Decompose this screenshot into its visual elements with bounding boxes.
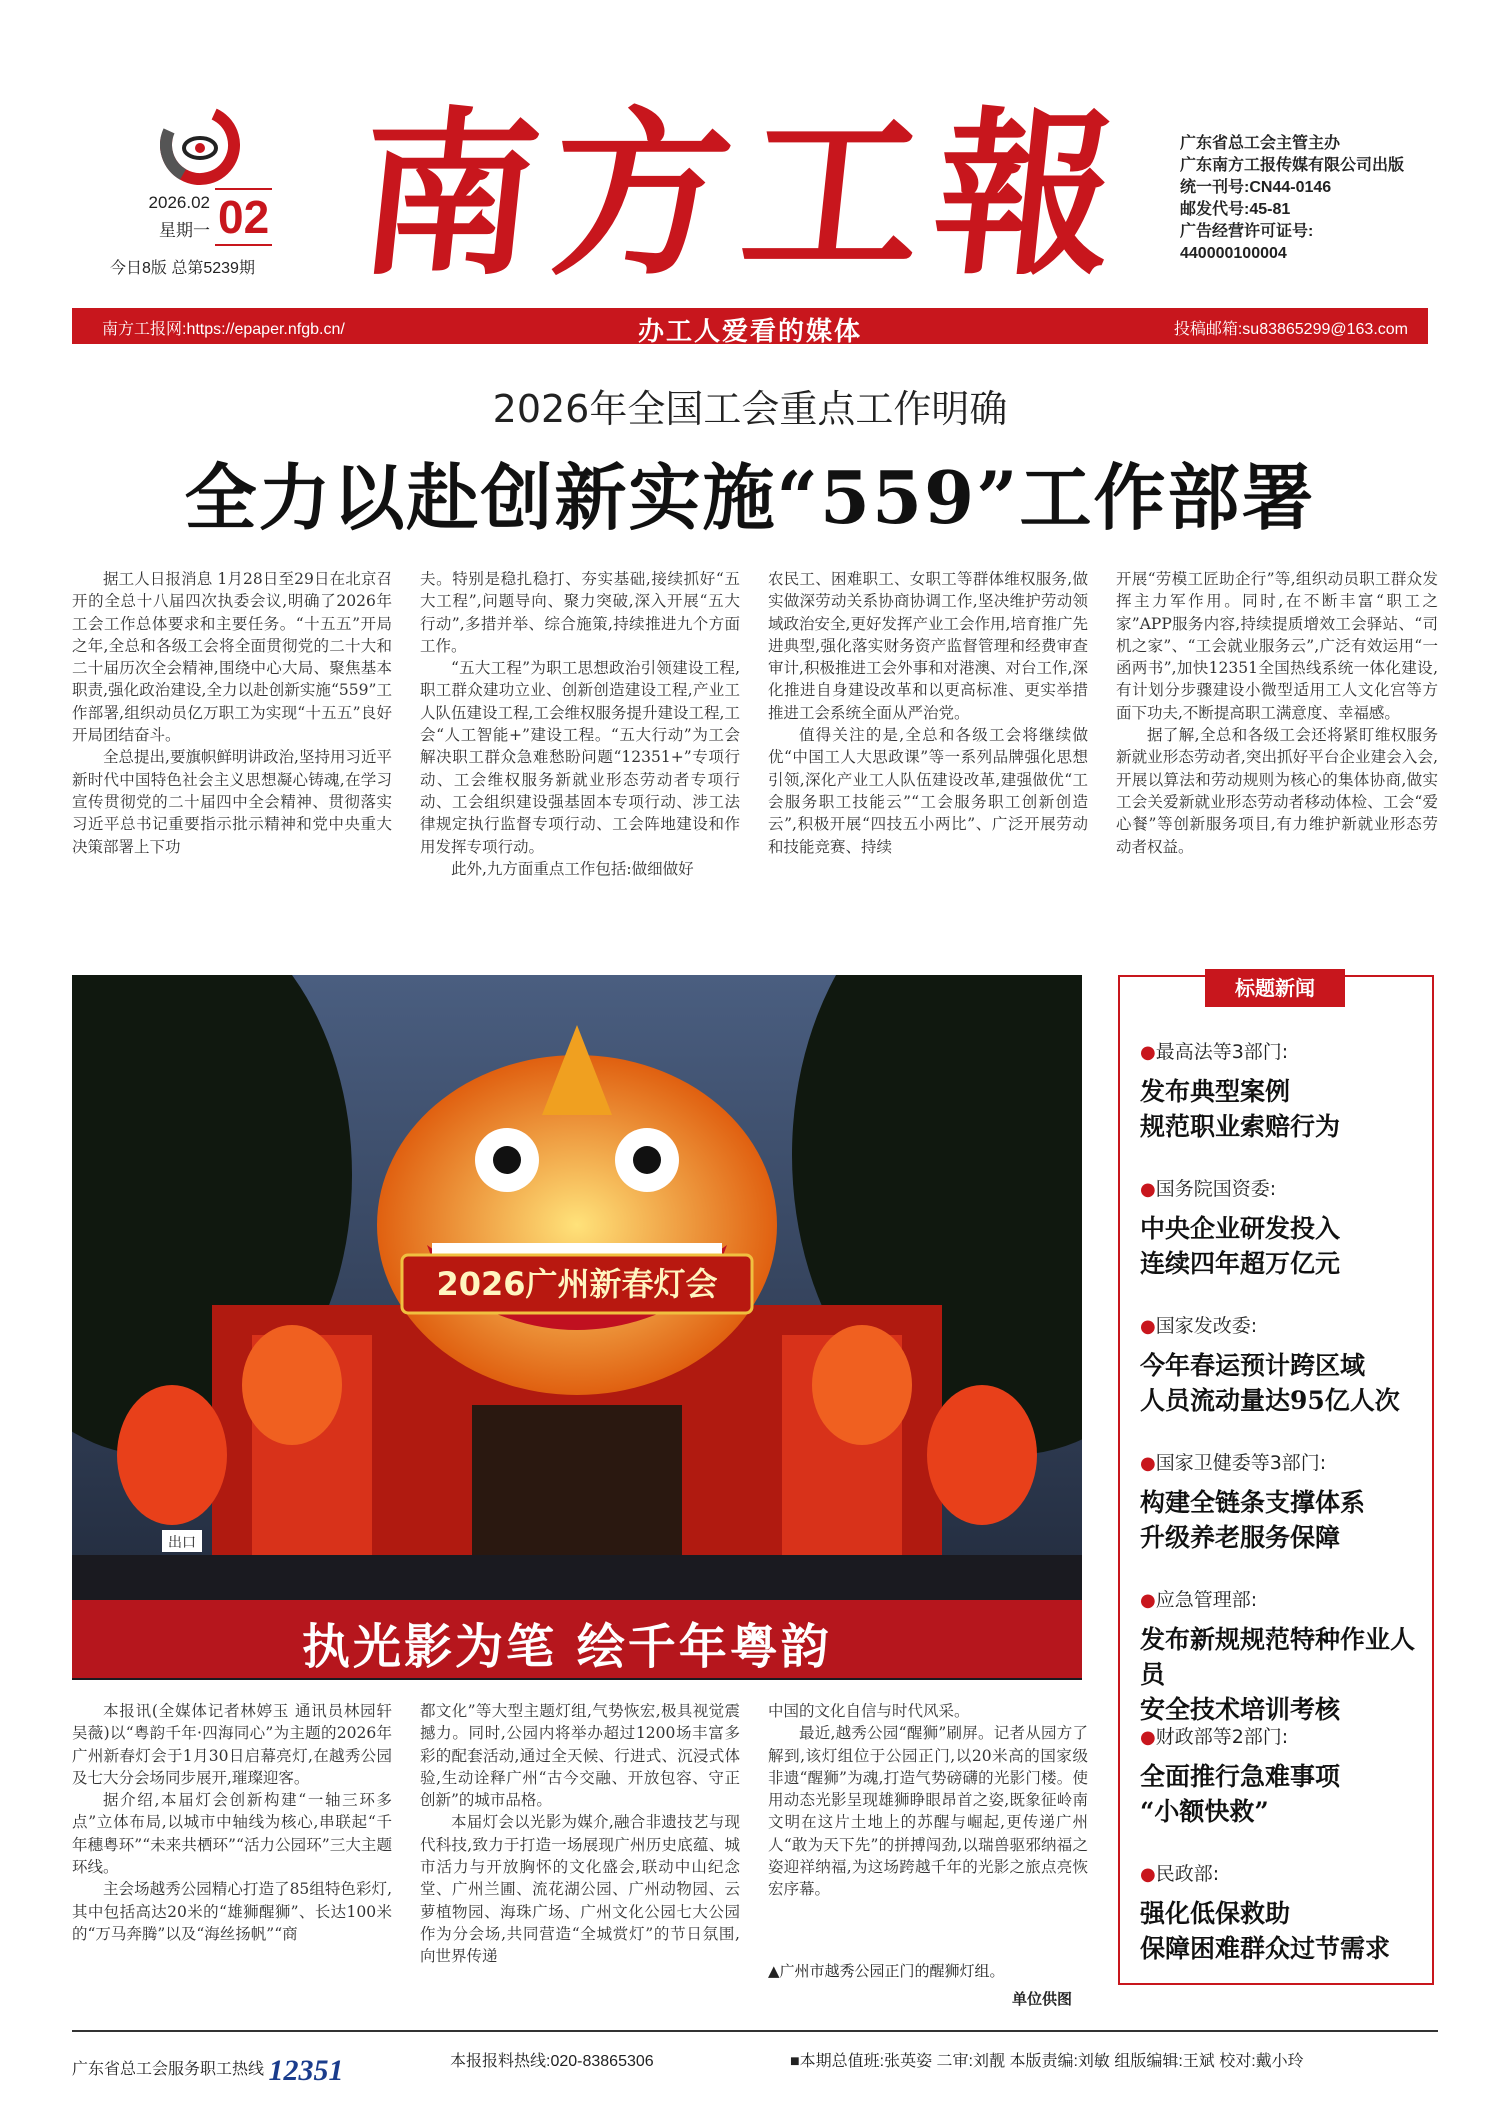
hotline-number[interactable]: 12351 — [268, 2054, 344, 2087]
publisher-line: 广东南方工报传媒有限公司出版 — [1180, 157, 1405, 174]
date-box — [110, 190, 280, 250]
paragraph: 全总提出,要旗帜鲜明讲政治,坚持用习近平新时代中国特色社会主义思想凝心铸魂,在学习宣传贯彻党的二十届四中全会精神、贯彻落实习近平总书记重要指示批示精神和党中央重大决策部署上下功 — [72, 748, 392, 856]
sidebar-source — [1140, 1037, 1430, 1064]
sidebar-headline — [1140, 1622, 1430, 1727]
lead-column-2 — [420, 568, 740, 880]
issue-date: 2026.02 — [148, 193, 210, 212]
sidebar-headline-line: 安全技术培训考核 — [1140, 1695, 1341, 1724]
paragraph: 此外,九方面重点工作包括:做细做好 — [451, 859, 694, 878]
sidebar-headline — [1140, 1348, 1430, 1418]
sidebar-headline-line: 强化低保救助 — [1140, 1899, 1291, 1928]
sidebar-headline-line: 发布典型案例 — [1140, 1077, 1291, 1106]
sidebar-headline — [1140, 1211, 1430, 1281]
paragraph: 中国的文化自信与时代风采。 — [768, 1702, 970, 1720]
sidebar-news-item[interactable] — [1140, 1585, 1430, 1727]
sidebar-news-item[interactable] — [1140, 1174, 1430, 1281]
publisher-line: 广东省总工会主管主办 — [1180, 135, 1341, 152]
publisher-line: 广告经营许可证号: — [1180, 223, 1314, 240]
sidebar-headline-line: “小额快救” — [1140, 1797, 1269, 1826]
paragraph: 据介绍,本届灯会创新构建“一轴三环多点”立体布局,以城市中轴线为核心,串联起“千年穗粤环”“未来共栖环”“活力公园环”三大主题环线。 — [72, 1791, 392, 1877]
email-link[interactable]: 投稿邮箱:su83865299@163.com — [1173, 321, 1408, 338]
header-bar — [72, 308, 1428, 347]
headline-news-sidebar — [1118, 975, 1434, 1985]
paragraph: 据了解,全总和各级工会还将紧盯维权服务新就业形态劳动者,突出抓好平台企业建会入会,开展以算法和劳动规则为核心的集体协商,做实工会关爱新就业形态劳动者移动体检、工会“爱心餐”等创新服务项目,有力维护新就业形态劳动者权益。 — [1116, 726, 1438, 856]
edition-info: 今日8版 总第5239期 — [110, 260, 255, 277]
sidebar-tag: 标题新闻 — [1205, 969, 1345, 1007]
lantern-sign: 2026广州新春灯会 — [436, 1265, 718, 1303]
paragraph: 本届灯会以光影为媒介,融合非遗技艺与现代科技,致力于打造一场展现广州历史底蕴、城市活力与开放胸怀的文化盛会,联动中山纪念堂、广州兰圃、流花湖公园、广州动物园、云萝植物园、海珠广场、广州文化公园七大公园作为分会场,共同营造“全城赏灯”的节日氛围,向世界传递 — [420, 1813, 740, 1966]
paragraph: 最近,越秀公园“醒狮”刷屏。记者从园方了解到,该灯组位于公园正门,以20米高的国家级非遗“醒狮”为魂,打造气势磅礴的光影门楼。使用动态光影呈现雄狮睁眼昂首之姿,既象征岭南文明在这片土地上的苏醒与崛起,更传递广州人“敢为天下先”的拼搏闯劲,以瑞兽驱邪纳福之姿迎祥纳福,为这场跨越千年的光影之旅点亮恢宏序幕。 — [768, 1724, 1088, 1899]
sidebar-news-item[interactable] — [1140, 1859, 1430, 1966]
lead-headline: 全力以赴创新实施“559”工作部署 — [184, 455, 1316, 540]
photo-headline-bar — [72, 1600, 1082, 1678]
sidebar-headline-line: 人员流动量达95亿人次 — [1140, 1386, 1400, 1415]
paragraph: 值得关注的是,全总和各级工会将继续做优“中国工人大思政课”等一系列品牌强化思想引领,深化产业工人队伍建设改革,建强做优“工会服务职工技能云”“工会服务职工创新创造云”,积极开展“四技五小两比”、广泛开展劳动和技能竞赛、持续 — [768, 726, 1088, 856]
sidebar-source-text: 国务院国资委: — [1155, 1178, 1277, 1200]
issue-weekday: 星期一 — [159, 221, 210, 240]
issue-day: 02 — [215, 188, 272, 246]
sidebar-headline-line: 构建全链条支撑体系 — [1140, 1488, 1366, 1517]
sidebar-news-item[interactable] — [1140, 1448, 1430, 1555]
sidebar-source — [1140, 1859, 1430, 1886]
lead-column-1 — [72, 568, 392, 858]
sidebar-source-text: 应急管理部: — [1155, 1589, 1258, 1611]
footer-divider — [72, 2030, 1438, 2032]
paragraph: 主会场越秀公园精心打造了85组特色彩灯,其中包括高达20米的“雄狮醒狮”、长达100米的“万马奔腾”以及“海丝扬帆”“商 — [72, 1880, 392, 1943]
sidebar-headline-line: 中央企业研发投入 — [1140, 1214, 1341, 1243]
story2-column-3 — [768, 1700, 1088, 1901]
bullet-icon: ● — [1140, 1179, 1156, 1200]
sidebar-news-item[interactable] — [1140, 1311, 1430, 1418]
publisher-line: 统一刊号:CN44-0146 — [1180, 179, 1332, 196]
newspaper-logo-icon — [160, 100, 240, 190]
sidebar-source-text: 民政部: — [1155, 1863, 1220, 1885]
sidebar-source — [1140, 1585, 1430, 1612]
bullet-icon: ● — [1140, 1590, 1156, 1611]
sidebar-source — [1140, 1448, 1430, 1475]
sidebar-news-item[interactable] — [1140, 1037, 1430, 1144]
exit-sign: 出口 — [168, 1535, 196, 1551]
sidebar-headline-line: 规范职业索赔行为 — [1140, 1112, 1341, 1141]
lead-column-3 — [768, 568, 1088, 858]
sidebar-news-item[interactable] — [1140, 1722, 1430, 1829]
paragraph: 农民工、困难职工、女职工等群体维权服务,做实做深劳动关系协商协调工作,坚决维护劳动领域政治安全,更好发挥产业工会作用,培育推广先进典型,强化落实财务资产监督管理和经费审查审计,积极推进工会外事和对港澳、对台工作,深化推进自身建设改革和以更高标准、更实举措推进工会系统全面从严治党。 — [768, 570, 1088, 722]
sidebar-source-text: 财政部等2部门: — [1155, 1726, 1289, 1748]
paragraph: 开展“劳模工匠助企行”等,组织动员职工群众发挥主力军作用。同时,在不断丰富“职工之家”APP服务内容,持续提质增效工会驿站、“司机之家”、“工会就业服务云”,广泛有效运用“一函两书”,加快12351全国热线系统一体化建设,有计划分步骤建设小微型适用工人文化宫等方面下功夫,不断提高职工满意度、幸福感。 — [1116, 570, 1438, 722]
lead-column-4 — [1116, 568, 1438, 858]
lantern-photo — [72, 975, 1082, 1680]
paragraph: 夫。特别是稳扎稳打、夯实基础,接续抓好“五大工程”,问题导向、聚力突破,深入开展“五大行动”,多措并举、综合施策,持续推进九个方面工作。 — [420, 570, 740, 655]
sidebar-headline-line: 连续四年超万亿元 — [1140, 1249, 1341, 1278]
sidebar-source — [1140, 1722, 1430, 1749]
sidebar-source-text: 国家卫健委等3部门: — [1155, 1452, 1327, 1474]
masthead-title: 南方工報 — [349, 90, 1140, 299]
paragraph: 本报讯(全媒体记者林婷玉 通讯员林园轩 吴薇)以“粤韵千年·四海同心”为主题的2026年广州新春灯会于1月30日启幕亮灯,在越秀公园及七大分会场同步展开,璀璨迎客。 — [72, 1702, 392, 1787]
bullet-icon: ● — [1140, 1042, 1156, 1063]
sidebar-source — [1140, 1311, 1430, 1338]
slogan: 办工人爱看的媒体 — [637, 317, 862, 347]
story2-column-1 — [72, 1700, 392, 1945]
paragraph: 都文化”等大型主题灯组,气势恢宏,极具视觉震撼力。同时,公园内将举办超过1200场丰富多彩的配套活动,通过全天候、行进式、沉浸式体验,生动诠释广州“古今交融、开放包容、守正创新”的城市品格。 — [420, 1702, 740, 1810]
sidebar-source-text: 国家发改委: — [1155, 1315, 1258, 1337]
sidebar-source-text: 最高法等3部门: — [1155, 1041, 1289, 1063]
report-hotline: 本报报料热线:020-83865306 — [450, 2053, 654, 2070]
bullet-icon: ● — [1140, 1316, 1156, 1337]
paragraph: 据工人日报消息 1月28日至29日在北京召开的全总十八届四次执委会议,明确了2026年工会工作总体要求和主要任务。“十五五”开局之年,全总和各级工会将全面贯彻党的二十大和二十届历次全会精神,围绕中心大局、聚焦基本职责,强化政治建设,全力以赴创新实施“559”工作部署,组织动员亿万职工为实现“十五五”良好开局团结奋斗。 — [72, 570, 392, 745]
sidebar-headline — [1140, 1759, 1430, 1829]
hotline-label: 广东省总工会服务职工热线 — [72, 2061, 265, 2078]
credits: ■本期总值班:张英姿 二审:刘靓 本版责编:刘敏 组版编辑:王斌 校对:戴小玲 — [790, 2053, 1304, 2070]
photo-headline: 执光影为笔 绘千年粤韵 — [302, 1619, 832, 1675]
sidebar-headline-line: 升级养老服务保障 — [1140, 1523, 1341, 1552]
photo-credit: 单位供图 — [1012, 1990, 1073, 2008]
sidebar-headline-line: 今年春运预计跨区域 — [1140, 1351, 1366, 1380]
bullet-icon: ● — [1140, 1453, 1156, 1474]
sidebar-headline — [1140, 1896, 1430, 1966]
sidebar-headline-line: 保障困难群众过节需求 — [1140, 1934, 1391, 1963]
publisher-info — [1180, 133, 1404, 265]
publisher-line: 邮发代号:45-81 — [1180, 201, 1291, 218]
photo-caption: ▲广州市越秀公园正门的醒狮灯组。 — [768, 1962, 1005, 1980]
bullet-icon: ● — [1140, 1727, 1156, 1748]
sidebar-source — [1140, 1174, 1430, 1201]
hotline — [72, 2048, 344, 2087]
sidebar-headline — [1140, 1485, 1430, 1555]
publisher-line: 440000100004 — [1180, 245, 1287, 262]
paragraph: “五大工程”为职工思想政治引领建设工程,职工群众建功立业、创新创造建设工程,产业工人队伍建设工程,工会维权服务提升建设工程,工会“人工智能+”建设工程。“五大行动”为工会解决职工群众急难愁盼问题“12351+”专项行动、工会维权服务新就业形态劳动者专项行动、工会组织建设强基固本专项行动、涉工法律规定执行监督专项行动、工会阵地建设和作用发挥专项行动。 — [420, 659, 740, 856]
masthead — [349, 80, 1140, 310]
sidebar-headline — [1140, 1074, 1430, 1144]
website-link[interactable]: 南方工报网:https://epaper.nfgb.cn/ — [102, 321, 345, 338]
bullet-icon: ● — [1140, 1864, 1156, 1885]
lead-kicker: 2026年全国工会重点工作明确 — [492, 387, 1008, 431]
sidebar-headline-line: 全面推行急难事项 — [1140, 1762, 1341, 1791]
story2-column-2 — [420, 1700, 740, 1968]
sidebar-headline-line: 发布新规规范特种作业人员 — [1140, 1625, 1416, 1689]
